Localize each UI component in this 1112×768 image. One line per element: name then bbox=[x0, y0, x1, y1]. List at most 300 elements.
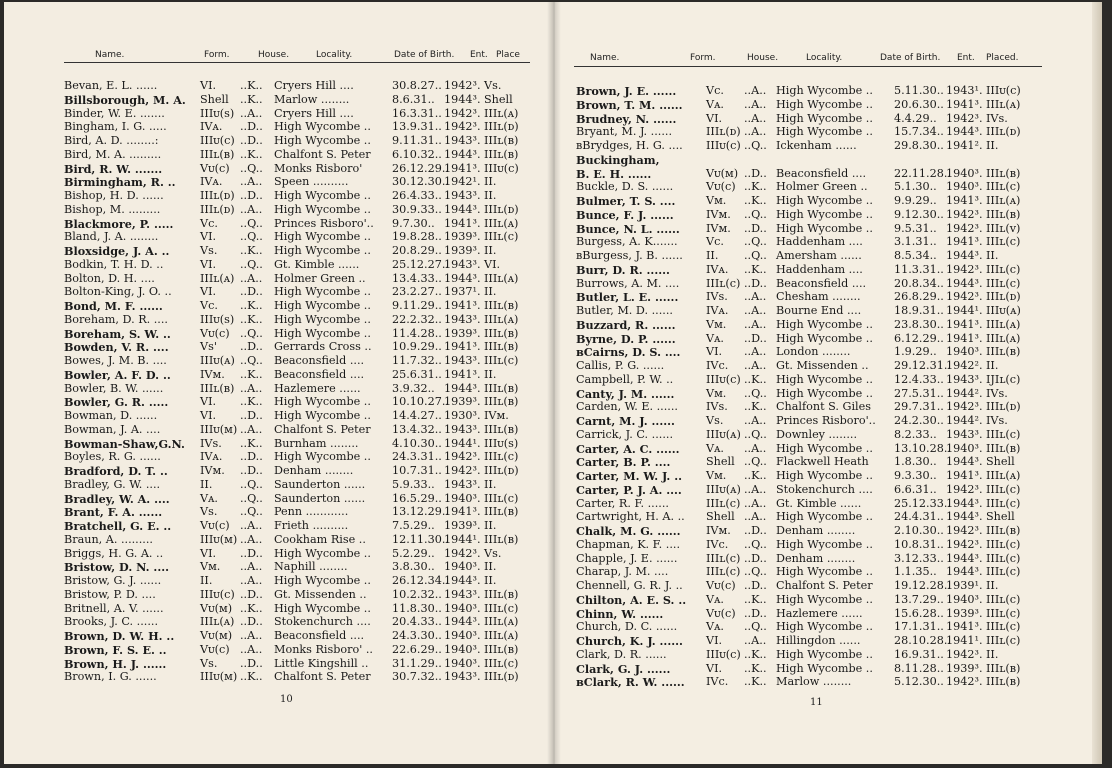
entry-place: IJIʟ(c) bbox=[986, 372, 1021, 386]
entry-form: IVᴀ. bbox=[200, 175, 223, 189]
entry-locality: Frieth .......... bbox=[274, 519, 349, 532]
entry-dob: 19.12.28.. bbox=[894, 579, 951, 592]
entry-dob: 10.8.31.. bbox=[894, 537, 944, 551]
register-row bbox=[576, 180, 1046, 194]
entry-dob: 24.2.30.. bbox=[894, 414, 944, 427]
entry-place: IIIᴜ(ᴀ) bbox=[986, 304, 1021, 317]
entry-place: IIIʟ(c) bbox=[986, 235, 1021, 249]
entry-name: Carter, A. C. ...... bbox=[576, 441, 680, 456]
entry-form: IIIʟ(ᴅ) bbox=[200, 202, 235, 216]
register-row bbox=[64, 574, 534, 588]
entry-name: Carrick, J. C. ...... bbox=[576, 427, 673, 441]
header-rule bbox=[574, 66, 1042, 67]
entry-house: ..Q.. bbox=[744, 455, 767, 469]
entry-house: ..K.. bbox=[240, 367, 263, 381]
entry-place: IIIʟ(ᴅ) bbox=[986, 125, 1021, 139]
entry-place: IIIʟ(ʙ) bbox=[484, 532, 519, 546]
entry-name: Bloxsidge, J. A. .. bbox=[64, 244, 170, 258]
register-row bbox=[576, 538, 1046, 552]
entry-dob: 24.4.31.. bbox=[894, 510, 944, 524]
entry-ent: 1942³. bbox=[946, 207, 983, 221]
entry-place: IIIʟ(c) bbox=[484, 230, 519, 244]
entry-ent: 1940³. bbox=[946, 441, 983, 455]
entry-house: ..A.. bbox=[744, 441, 767, 455]
entry-locality: Naphill ........ bbox=[274, 560, 348, 574]
entry-ent: 1944³. bbox=[444, 615, 481, 629]
entry-ent: 1941³. bbox=[444, 161, 481, 175]
entry-locality: Marlow ........ bbox=[776, 675, 852, 689]
entry-house: ..Q.. bbox=[240, 477, 263, 491]
entry-locality: High Wycombe .. bbox=[274, 244, 371, 257]
register-row bbox=[576, 510, 1046, 524]
register-row bbox=[64, 464, 534, 478]
register-row bbox=[64, 327, 534, 341]
entry-form: Vᴜ(c) bbox=[706, 579, 736, 592]
entry-house: ..A.. bbox=[744, 634, 767, 647]
entry-name: Brown, I. G. ...... bbox=[64, 670, 157, 684]
page-number: 10 bbox=[280, 694, 293, 705]
register-row bbox=[576, 634, 1046, 648]
entry-house: ..K.. bbox=[744, 592, 767, 606]
register-row bbox=[64, 272, 534, 286]
entry-name: Bowman, D. ...... bbox=[64, 409, 158, 422]
entry-house: ..D.. bbox=[240, 656, 263, 670]
entry-name: Byrne, D. P. ...... bbox=[576, 331, 676, 346]
register-row bbox=[64, 203, 534, 217]
entry-locality: High Wycombe .. bbox=[274, 299, 371, 312]
entry-house: ..D.. bbox=[240, 409, 263, 422]
entry-form: IIIᴜ(ᴀ) bbox=[706, 427, 741, 441]
register-row bbox=[64, 230, 534, 244]
entry-form: VI. bbox=[200, 409, 217, 422]
entry-place: IIIʟ(ᴅ) bbox=[986, 400, 1021, 414]
entry-name: Canty, J. M. ...... bbox=[576, 386, 675, 401]
entry-ent: 1943³. bbox=[946, 372, 983, 386]
entry-ent: 1942³. bbox=[444, 464, 481, 477]
entry-ent: 1944¹. bbox=[444, 532, 481, 546]
register-row bbox=[64, 588, 534, 602]
entry-locality: High Wycombe .. bbox=[274, 285, 371, 299]
entry-form: Vᴜ(ᴍ) bbox=[200, 629, 233, 642]
entry-place: II. bbox=[986, 139, 999, 152]
entry-name: Burr, D. R. ...... bbox=[576, 262, 670, 277]
entry-ent: 1943³. bbox=[444, 312, 481, 326]
register-row bbox=[64, 437, 534, 451]
entry-ent: 1939³. bbox=[444, 395, 481, 409]
entry-form: IVs. bbox=[200, 436, 222, 450]
entry-dob: 22.2.32.. bbox=[392, 312, 442, 326]
entry-house: ..K.. bbox=[744, 661, 767, 675]
entry-ent: 1940³. bbox=[444, 629, 481, 642]
entry-form: IIIʟ(ʙ) bbox=[200, 147, 235, 161]
entry-form: Vᴜ(c) bbox=[200, 161, 230, 175]
entry-house: ..A.. bbox=[240, 574, 263, 587]
entry-locality: Penn ............ bbox=[274, 505, 349, 519]
entry-name: B. E. H. ...... bbox=[576, 166, 652, 181]
entry-dob: 22.11.28.. bbox=[894, 166, 951, 180]
register-row bbox=[64, 629, 534, 643]
entry-dob: 10.7.31.. bbox=[392, 464, 442, 477]
entry-form: IVᴍ. bbox=[706, 524, 731, 537]
entry-locality: Beaconsfield .... bbox=[274, 354, 365, 367]
entry-place: IIIʟ(ᴅ) bbox=[484, 464, 519, 477]
entry-house: ..A.. bbox=[240, 532, 263, 546]
entry-ent: 1930³. bbox=[444, 409, 481, 422]
register-row bbox=[64, 107, 534, 121]
register-row bbox=[64, 423, 534, 437]
entry-locality: Cryers Hill .... bbox=[274, 106, 354, 120]
entry-locality: Haddenham .... bbox=[776, 262, 863, 276]
entry-ent: 1942³. bbox=[946, 647, 983, 661]
entry-ent: 1941³. bbox=[444, 340, 481, 354]
entry-house: ..D.. bbox=[240, 189, 263, 202]
entry-place: IIIʟ(ᴠ) bbox=[986, 221, 1021, 235]
entry-locality: Holmer Green .. bbox=[776, 180, 868, 194]
entry-form: Vᴍ. bbox=[706, 317, 727, 331]
entry-house: ..K.. bbox=[240, 436, 263, 450]
register-row bbox=[64, 162, 534, 176]
entry-ent: 1937¹. bbox=[444, 285, 481, 299]
entry-name: Bird, M. A. ......... bbox=[64, 147, 162, 161]
entry-ent: 1939¹. bbox=[946, 579, 983, 592]
entry-place: II. bbox=[484, 560, 497, 574]
entry-ent: 1940³. bbox=[444, 491, 481, 505]
entry-place: IIIʟ(c) bbox=[986, 620, 1021, 634]
entry-ent: 1942³. bbox=[946, 262, 983, 276]
entry-form: Vc. bbox=[706, 84, 724, 97]
entry-locality: High Wycombe .. bbox=[776, 221, 873, 235]
entry-form: IIIʟ(ᴅ) bbox=[706, 125, 741, 139]
entry-ent: 1939³. bbox=[946, 661, 983, 675]
entry-place: IIIʟ(c) bbox=[484, 491, 519, 505]
entry-form: IIIᴜ(ᴍ) bbox=[200, 670, 238, 684]
entry-form: IIIʟ(ʙ) bbox=[200, 381, 235, 395]
entry-house: ..D.. bbox=[240, 450, 263, 464]
register-row bbox=[576, 620, 1046, 634]
entry-name: Chennell, G. R. J. .. bbox=[576, 579, 683, 592]
entry-locality: Ickenham ...... bbox=[776, 139, 857, 152]
entry-dob: 13.12.29.. bbox=[392, 505, 449, 519]
entry-house: ..K.. bbox=[240, 601, 263, 615]
register-row bbox=[576, 579, 1046, 593]
left-page bbox=[4, 2, 552, 764]
entry-ent: 1941³. bbox=[444, 505, 481, 519]
entry-ent: 1944³. bbox=[444, 202, 481, 216]
entry-house: ..K.. bbox=[744, 262, 767, 276]
entry-place: IIIʟ(ᴀ) bbox=[484, 615, 519, 629]
entry-dob: 13.4.32.. bbox=[392, 422, 442, 436]
entry-place: IIIʟ(ʙ) bbox=[986, 207, 1021, 221]
entry-place: II. bbox=[484, 367, 497, 381]
entry-ent: 1944³. bbox=[444, 381, 481, 395]
entry-name: ʙBurgess, J. B. ...... bbox=[576, 249, 683, 262]
entry-form: II. bbox=[200, 477, 213, 491]
entry-form: IIIʟ(c) bbox=[706, 565, 741, 579]
entry-form: Vs. bbox=[706, 414, 724, 427]
entry-name: Bulmer, T. S. .... bbox=[576, 194, 676, 208]
entry-form: Vᴍ. bbox=[706, 194, 727, 207]
entry-ent: 1941³. bbox=[444, 367, 481, 381]
entry-form: IIIᴜ(s) bbox=[200, 106, 235, 120]
entry-name: Bunce, N. L. ...... bbox=[576, 221, 680, 236]
entry-dob: 23.2.27.. bbox=[392, 285, 442, 299]
entry-dob: 20.8.34.. bbox=[894, 276, 944, 290]
entry-house: ..A.. bbox=[240, 271, 263, 285]
entry-dob: 13.7.29.. bbox=[894, 592, 944, 606]
entry-place: IIIʟ(ᴀ) bbox=[986, 331, 1021, 345]
entry-house: ..D.. bbox=[240, 340, 263, 354]
entry-house: ..K.. bbox=[240, 147, 263, 161]
entry-locality: High Wycombe .. bbox=[776, 647, 873, 661]
entry-name: Brown, D. W. H. .. bbox=[64, 629, 175, 643]
entry-house: ..D.. bbox=[744, 606, 767, 620]
entry-name: Callis, P. G. ...... bbox=[576, 359, 665, 372]
entry-ent: 1943³. bbox=[444, 257, 481, 271]
entry-dob: 2.10.30.. bbox=[894, 524, 944, 537]
entry-place: II. bbox=[986, 359, 999, 372]
entry-dob: 8.6.31.. bbox=[392, 92, 435, 106]
register-row bbox=[64, 340, 534, 354]
entry-dob: 13.4.33.. bbox=[392, 271, 442, 285]
entry-form: Shell bbox=[706, 455, 735, 469]
register-row bbox=[576, 167, 1046, 181]
entry-place: IIIᴜ(c) bbox=[986, 84, 1021, 97]
entry-place: IIIʟ(ʙ) bbox=[986, 675, 1021, 689]
entry-house: ..A.. bbox=[744, 345, 767, 359]
register-row bbox=[576, 455, 1046, 469]
register-row bbox=[576, 235, 1046, 249]
entry-locality: Amersham ...... bbox=[776, 249, 862, 262]
entry-form: VI. bbox=[706, 345, 723, 359]
entry-locality: High Wycombe .. bbox=[776, 537, 873, 551]
entry-name: Bowler, B. W. ...... bbox=[64, 381, 164, 395]
entry-locality: Chalfont S. Peter bbox=[274, 670, 371, 684]
entry-form: IIIᴜ(c) bbox=[706, 139, 741, 152]
entry-name: Bodkin, T. H. D. .. bbox=[64, 257, 164, 271]
entry-form: IIIᴜ(c) bbox=[200, 587, 235, 601]
entry-form: VI. bbox=[200, 79, 217, 92]
entry-dob: 8.11.28.. bbox=[894, 661, 944, 675]
entry-ent: 1942³. bbox=[946, 221, 983, 235]
entry-form: VI. bbox=[200, 230, 217, 244]
entry-dob: 9.7.30.. bbox=[392, 216, 435, 230]
entry-dob: 13.9.31.. bbox=[392, 120, 442, 134]
entry-form: IIIᴜ(s) bbox=[200, 312, 235, 326]
entry-locality: Denham ........ bbox=[776, 551, 856, 565]
register-row bbox=[576, 98, 1046, 112]
entry-place: IIIʟ(c) bbox=[986, 496, 1021, 510]
entry-house: ..K.. bbox=[240, 79, 263, 92]
entry-place: Shell bbox=[986, 455, 1015, 469]
register-row bbox=[576, 675, 1046, 689]
entry-dob: 17.1.31.. bbox=[894, 620, 944, 634]
entry-place: Shell bbox=[986, 510, 1015, 524]
entry-locality: Little Kingshill .. bbox=[274, 656, 369, 670]
entry-form: Vc. bbox=[200, 216, 218, 230]
entry-place: IIIᴜ(c) bbox=[484, 161, 519, 175]
entry-ent: 1942³. bbox=[444, 120, 481, 134]
entry-locality: Flackwell Heath bbox=[776, 455, 869, 469]
entry-ent: 1943³. bbox=[444, 477, 481, 491]
entry-ent: 1940³. bbox=[444, 642, 481, 656]
register-row bbox=[64, 519, 534, 533]
register-row bbox=[64, 120, 534, 134]
entry-house: ..D.. bbox=[240, 134, 263, 147]
entry-place: IIIʟ(c) bbox=[986, 537, 1021, 551]
entry-name: Buckle, D. S. ...... bbox=[576, 180, 674, 194]
entry-dob: 12.4.33.. bbox=[894, 372, 944, 386]
entry-form: IVᴀ. bbox=[706, 304, 729, 317]
entry-house: ..D.. bbox=[744, 579, 767, 592]
entry-dob: 5.11.30.. bbox=[894, 84, 944, 97]
entry-ent: 1942³. bbox=[946, 482, 983, 496]
entry-place: IIIʟ(c) bbox=[484, 656, 519, 670]
entry-form: IIIʟ(c) bbox=[706, 551, 741, 565]
entry-locality: High Wycombe .. bbox=[776, 661, 873, 675]
entry-form: Vs. bbox=[200, 244, 218, 257]
entry-house: ..D.. bbox=[744, 276, 767, 290]
entry-place: II. bbox=[484, 574, 497, 587]
entry-house: ..Q.. bbox=[240, 161, 263, 175]
entry-ent: 1944¹. bbox=[444, 436, 481, 450]
entry-ent: 1942³. bbox=[946, 524, 983, 537]
entry-dob: 20.8.29.. bbox=[392, 244, 442, 257]
entry-locality: High Wycombe .. bbox=[776, 207, 873, 221]
entry-name: Carden, W. E. ...... bbox=[576, 400, 678, 414]
entry-house: ..Q.. bbox=[744, 386, 767, 400]
entry-name: Clark, D. R. ...... bbox=[576, 647, 667, 661]
register-row bbox=[64, 175, 534, 189]
entry-locality: High Wycombe .. bbox=[274, 189, 371, 202]
entry-form: IVs. bbox=[706, 290, 728, 304]
entry-dob: 9.3.30.. bbox=[894, 469, 937, 482]
entry-form: Vᴜ(c) bbox=[200, 326, 230, 340]
entry-house: ..D.. bbox=[744, 551, 767, 565]
entry-locality: Burnham ........ bbox=[274, 436, 359, 450]
register-row bbox=[64, 217, 534, 231]
register-row bbox=[576, 497, 1046, 511]
entry-place: IIIʟ(c) bbox=[986, 482, 1021, 496]
entry-place: IIIʟ(ᴅ) bbox=[484, 120, 519, 134]
entry-locality: Hazlemere ...... bbox=[776, 606, 863, 620]
entry-place: IIIʟ(ʙ) bbox=[986, 166, 1021, 180]
entry-form: IVc. bbox=[706, 359, 729, 372]
entry-form: VI. bbox=[200, 257, 217, 271]
entry-locality: Monks Risboro' .. bbox=[274, 642, 373, 656]
entry-place: IVs. bbox=[986, 111, 1008, 125]
register-row bbox=[64, 450, 534, 464]
entry-form: Vᴀ. bbox=[706, 97, 724, 111]
entry-form: Vᴀ. bbox=[706, 620, 724, 634]
register-row bbox=[64, 93, 534, 107]
header-rule bbox=[64, 62, 530, 63]
entry-dob: 26.4.33.. bbox=[392, 189, 442, 202]
entry-form: IIIᴜ(c) bbox=[200, 134, 235, 147]
entry-form: IIIᴜ(ᴍ) bbox=[200, 422, 238, 436]
entry-ent: 1940³. bbox=[444, 560, 481, 574]
entry-house: ..K.. bbox=[744, 647, 767, 661]
entry-name: Binder, W. E. ....... bbox=[64, 106, 165, 120]
entry-locality: Saunderton ...... bbox=[274, 477, 366, 491]
entry-locality: High Wycombe .. bbox=[274, 574, 371, 587]
entry-name: Brown, J. E. ...... bbox=[576, 84, 677, 98]
register-row bbox=[64, 258, 534, 272]
entry-place: IIIʟ(ᴀ) bbox=[484, 106, 519, 120]
header-house: House. bbox=[258, 50, 290, 60]
entry-form: IVᴍ. bbox=[706, 221, 731, 235]
register-row bbox=[64, 547, 534, 561]
entry-form: IVc. bbox=[706, 537, 729, 551]
entry-house: ..Q.. bbox=[240, 216, 263, 230]
entry-locality: Beaconsfield .... bbox=[274, 629, 365, 642]
entry-locality: High Wycombe .. bbox=[274, 134, 371, 147]
entry-place: IIIʟ(c) bbox=[484, 601, 519, 615]
entry-name: Burgess, A. K....... bbox=[576, 235, 678, 249]
entry-house: ..A.. bbox=[744, 290, 767, 304]
register-row bbox=[64, 657, 534, 671]
register-row bbox=[64, 602, 534, 616]
entry-place: IIIᴜ(s) bbox=[484, 436, 519, 450]
register-row bbox=[576, 345, 1046, 359]
entry-place: IIIʟ(ʙ) bbox=[484, 587, 519, 601]
entry-locality: High Wycombe .. bbox=[274, 202, 371, 216]
entry-place: IIIʟ(ʙ) bbox=[484, 642, 519, 656]
entry-dob: 3.9.32.. bbox=[392, 381, 435, 395]
entry-form: VI. bbox=[200, 546, 217, 560]
page-number: 11 bbox=[810, 697, 823, 708]
entry-form: IIIᴜ(c) bbox=[706, 372, 741, 386]
entry-locality: High Wycombe .. bbox=[274, 450, 371, 464]
entry-place: IIIʟ(ᴀ) bbox=[986, 97, 1021, 111]
entry-ent: 1944³. bbox=[946, 249, 983, 262]
register-row bbox=[64, 79, 534, 93]
entry-ent: 1941³. bbox=[444, 299, 481, 312]
entry-name: Brown, T. M. ...... bbox=[576, 97, 683, 112]
header-place: Place bbox=[496, 50, 520, 60]
entry-name: Bingham, I. G. ..... bbox=[64, 120, 167, 134]
entry-form: VI. bbox=[200, 395, 217, 409]
entry-name: Chilton, A. E. S. .. bbox=[576, 592, 687, 607]
entry-ent: 1944². bbox=[946, 386, 983, 400]
entry-dob: 27.5.31.. bbox=[894, 386, 944, 400]
header-form: Form. bbox=[204, 50, 230, 60]
entry-place: IIIʟ(c) bbox=[986, 634, 1021, 647]
entry-form: VI. bbox=[200, 285, 217, 299]
entry-form: VI. bbox=[706, 661, 723, 675]
entry-ent: 1944³. bbox=[444, 574, 481, 587]
register-row bbox=[64, 148, 534, 162]
entry-house: ..A.. bbox=[744, 125, 767, 139]
entry-house: ..A.. bbox=[240, 642, 263, 656]
entry-ent: 1944³. bbox=[946, 125, 983, 139]
entry-dob: 3.1.31.. bbox=[894, 235, 937, 249]
entry-ent: 1942¹. bbox=[444, 175, 481, 189]
entry-locality: Princes Risboro'.. bbox=[776, 414, 876, 427]
entry-locality: High Wycombe .. bbox=[274, 395, 371, 409]
entry-house: ..A.. bbox=[240, 422, 263, 436]
entry-ent: 1941³. bbox=[444, 216, 481, 230]
entry-house: ..Q.. bbox=[240, 491, 263, 505]
entry-place: IIIʟ(c) bbox=[484, 354, 519, 367]
entry-house: ..K.. bbox=[240, 92, 263, 106]
entry-dob: 5.2.29.. bbox=[392, 546, 435, 560]
entry-form: Shell bbox=[200, 92, 229, 106]
entry-place: II. bbox=[484, 519, 497, 532]
entry-ent: 1939³. bbox=[444, 519, 481, 532]
entry-locality: High Wycombe .. bbox=[776, 386, 873, 400]
entry-ent: 1942³. bbox=[444, 450, 481, 464]
register-row bbox=[64, 244, 534, 258]
